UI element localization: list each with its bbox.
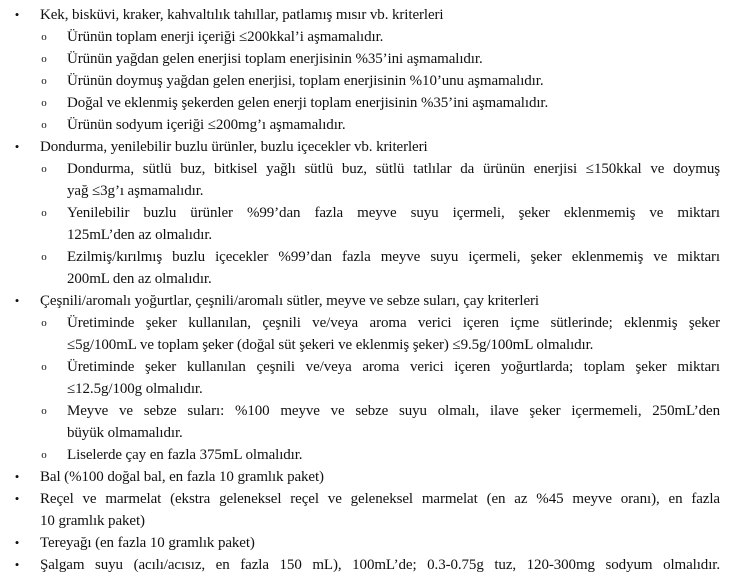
list-item: Meyve ve sebze suları: %100 meyve ve sebze suyu olmalı, ilave şeker içermemeli, 250mL’den bbox=[67, 403, 720, 419]
sub-bullet-marker: o bbox=[41, 97, 47, 109]
section-heading-bakery: Kek, bisküvi, kraker, kahvaltılık tahıllar, patlamış mısır vb. kriterleri bbox=[40, 7, 444, 23]
list-item: Yenilebilir buzlu ürünler %99’dan fazla meyve suyu içermeli, şeker eklenmemiş ve miktarı bbox=[67, 205, 720, 221]
list-item: Liselerde çay en fazla 375mL olmalıdır. bbox=[67, 447, 303, 463]
sub-bullet-marker: o bbox=[41, 449, 47, 461]
list-item-butter: Tereyağı (en fazla 10 gramlık paket) bbox=[40, 535, 255, 551]
sub-bullet-marker: o bbox=[41, 251, 47, 263]
list-item-continuation: 200mL den az olmalıdır. bbox=[67, 271, 212, 287]
list-item: Ürünün doymuş yağdan gelen enerjisi, toplam enerjisinin %10’unu aşmamalıdır. bbox=[67, 73, 544, 89]
sub-bullet-marker: o bbox=[41, 207, 47, 219]
sub-bullet-marker: o bbox=[41, 75, 47, 87]
sub-bullet-marker: o bbox=[41, 119, 47, 131]
bullet-marker: • bbox=[14, 491, 20, 506]
list-item-turnip-juice: Şalgam suyu (acılı/acısız, en fazla 150 mL), 100mL’de; 0.3-0.75g tuz, 120-300mg sodyum olmalıdır. bbox=[40, 557, 720, 573]
list-item-continuation: yağ ≤3g’ı aşmamalıdır. bbox=[67, 183, 204, 199]
list-item: Ürünün yağdan gelen enerjisi toplam enerjisinin %35’ini aşmamalıdır. bbox=[67, 51, 483, 67]
list-item-continuation: ≤5g/100mL ve toplam şeker (doğal süt şekeri ve eklenmiş şeker) ≤9.5g/100mL olmalıdır. bbox=[67, 337, 594, 353]
bullet-marker: • bbox=[14, 535, 20, 550]
bullet-marker: • bbox=[14, 293, 20, 308]
list-item: Ezilmiş/kırılmış buzlu içecekler %99’dan fazla meyve suyu içermeli, şeker eklenmemiş ve miktarı bbox=[67, 249, 720, 265]
sub-bullet-marker: o bbox=[41, 317, 47, 329]
section-heading-drinks: Çeşnili/aromalı yoğurtlar, çeşnili/aromalı sütler, meyve ve sebze suları, çay kriterleri bbox=[40, 293, 539, 309]
bullet-marker: • bbox=[14, 139, 20, 154]
sub-bullet-marker: o bbox=[41, 53, 47, 65]
bullet-marker: • bbox=[14, 557, 20, 572]
list-item-continuation: ≤12.5g/100g olmalıdır. bbox=[67, 381, 203, 397]
list-item: Ürünün toplam enerji içeriği ≤200kkal’i aşmamalıdır. bbox=[67, 29, 384, 45]
list-item: Ürünün sodyum içeriği ≤200mg’ı aşmamalıdır. bbox=[67, 117, 346, 133]
sub-bullet-marker: o bbox=[41, 361, 47, 373]
list-item: Üretiminde şeker kullanılan, çeşnili ve/veya aroma verici içeren içme sütlerinde; eklenmiş şeker bbox=[67, 315, 720, 331]
list-item: Üretiminde şeker kullanılan çeşnili ve/veya aroma verici içeren yoğurtlarda; toplam şeker miktarı bbox=[67, 359, 720, 375]
list-item: Doğal ve eklenmiş şekerden gelen enerji toplam enerjisinin %35’ini aşmamalıdır. bbox=[67, 95, 549, 111]
bullet-marker: • bbox=[14, 469, 20, 484]
list-item-continuation: büyük olmamalıdır. bbox=[67, 425, 183, 441]
list-item-continuation: 125mL’den az olmalıdır. bbox=[67, 227, 213, 243]
sub-bullet-marker: o bbox=[41, 31, 47, 43]
list-item: Dondurma, sütlü buz, bitkisel yağlı sütlü buz, sütlü tatlılar da ürünün enerjisi ≤150kkal ve doymuş bbox=[67, 161, 720, 177]
sub-bullet-marker: o bbox=[41, 163, 47, 175]
section-heading-frozen: Dondurma, yenilebilir buzlu ürünler, buzlu içecekler vb. kriterleri bbox=[40, 139, 428, 155]
list-item-jam: Reçel ve marmelat (ekstra geleneksel reçel ve geleneksel marmelat (en az %45 meyve oranı), en fazla bbox=[40, 491, 720, 507]
list-item-continuation: 10 gramlık paket) bbox=[40, 513, 145, 529]
sub-bullet-marker: o bbox=[41, 405, 47, 417]
list-item-honey: Bal (%100 doğal bal, en fazla 10 gramlık paket) bbox=[40, 469, 324, 485]
bullet-marker: • bbox=[14, 7, 20, 22]
